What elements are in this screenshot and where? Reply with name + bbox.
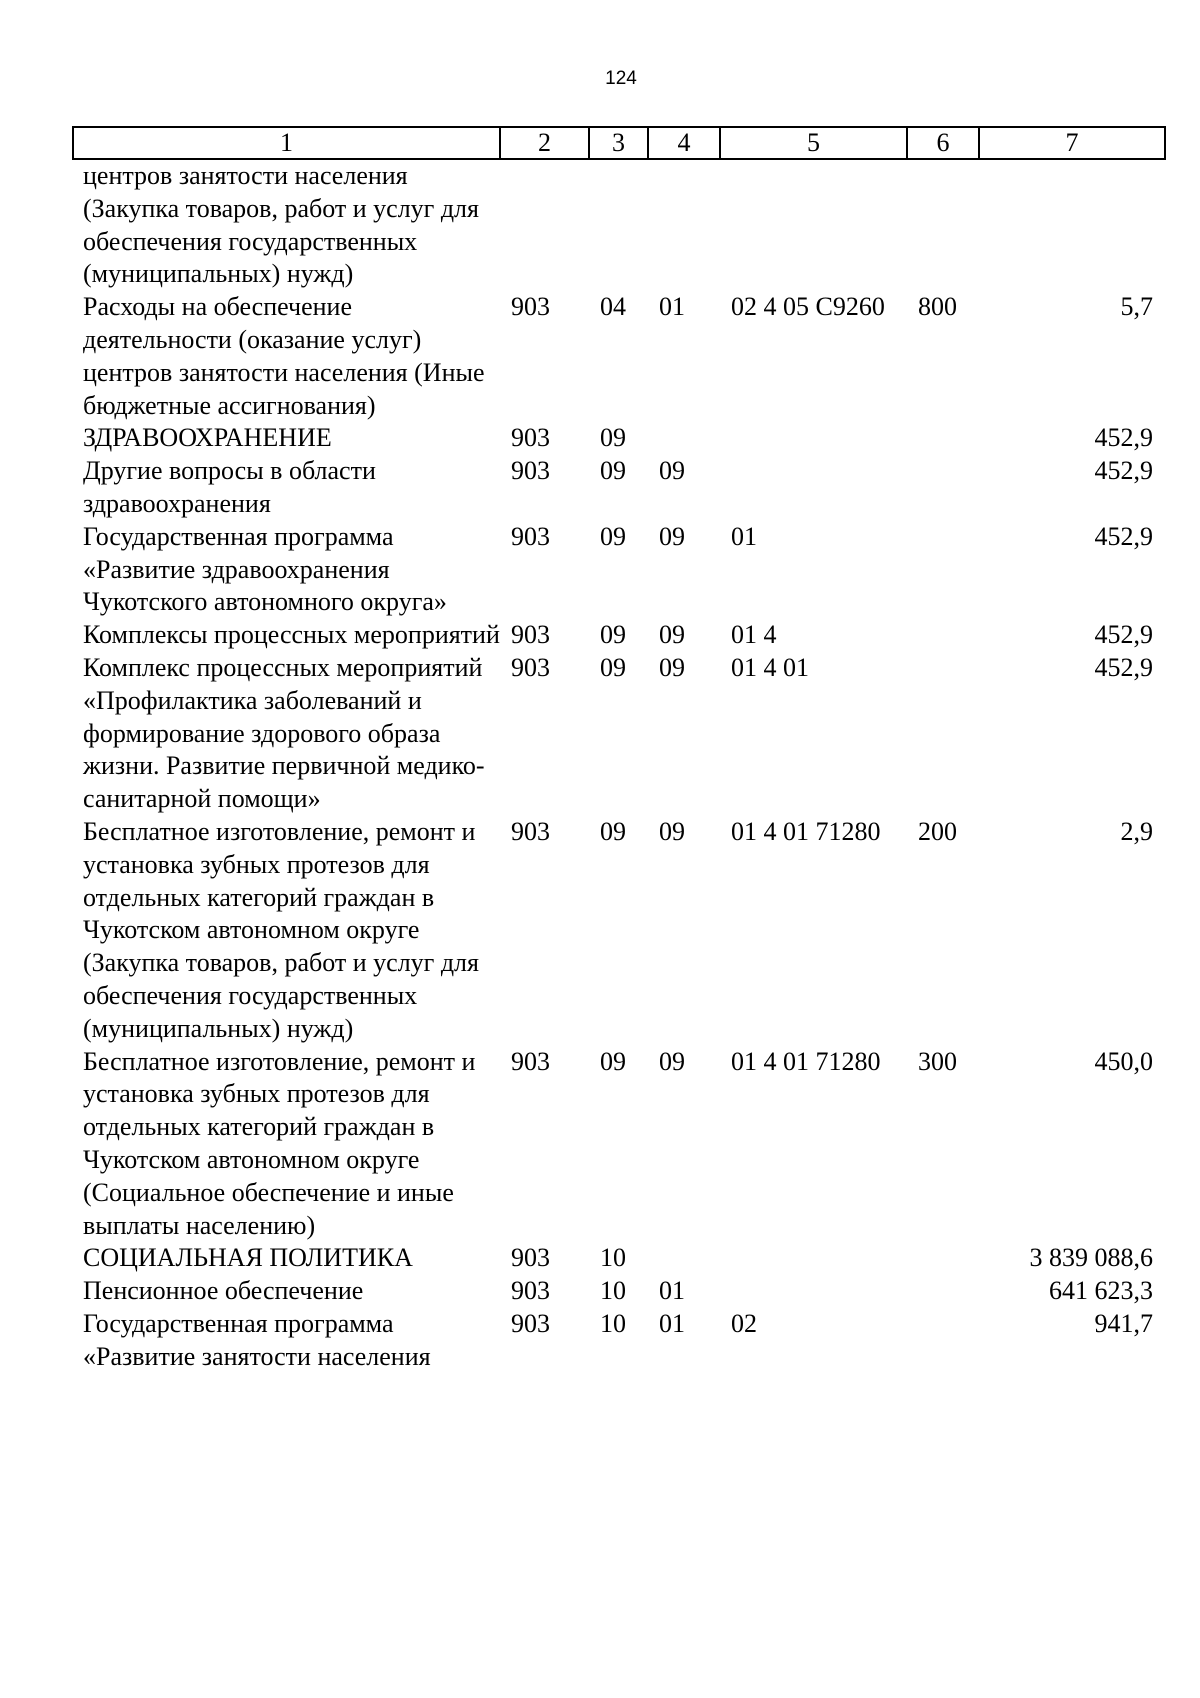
subsection-code [648, 422, 720, 455]
section-code: 09 [600, 1046, 626, 1076]
amount: 5,7 [1120, 292, 1153, 322]
subsection-code: 01 [659, 292, 685, 322]
subsection-code [648, 1242, 720, 1275]
header-cell: 3 [589, 127, 648, 159]
table-row [73, 652, 1165, 816]
expense-type-code: 300 [918, 1046, 957, 1076]
amount: 3 839 088,6 [1029, 1243, 1153, 1273]
expense-type-code [907, 159, 979, 291]
item-name: центров занятости населения (Закупка товаров, работ и услуг для обеспечения государственных (муниципальных) нужд) [83, 161, 479, 289]
amount: 452,9 [1094, 652, 1153, 682]
section-code: 09 [600, 521, 626, 551]
header-cell: 4 [648, 127, 720, 159]
ministry-code: 903 [511, 456, 550, 486]
expense-type-code [907, 455, 979, 521]
table-row [73, 422, 1165, 455]
ministry-code: 903 [511, 816, 550, 846]
amount: 452,9 [1094, 456, 1153, 486]
table-row [73, 1046, 1165, 1243]
budget-table [72, 126, 1166, 1373]
page-number: 124 [605, 68, 637, 89]
item-name: Расходы на обеспечение деятельности (оказание услуг) центров занятости населения (Иные бюджетные ассигнования) [83, 292, 485, 420]
subsection-code: 09 [659, 456, 685, 486]
amount: 452,9 [1094, 423, 1153, 453]
amount [979, 159, 1165, 291]
header-cell: 6 [907, 127, 979, 159]
section-code: 10 [600, 1276, 626, 1306]
item-name: Государственная программа «Развитие здравоохранения Чукотского автономного округа» [83, 521, 447, 617]
target-article-code: 01 4 [731, 620, 777, 650]
ministry-code: 903 [511, 292, 550, 322]
expense-type-code [907, 1308, 979, 1374]
ministry-code: 903 [511, 652, 550, 682]
ministry-code: 903 [511, 1276, 550, 1306]
item-name: Комплексы процессных мероприятий [83, 620, 500, 650]
target-article-code [720, 159, 907, 291]
amount: 941,7 [1094, 1308, 1153, 1338]
header-cell: 7 [979, 127, 1165, 159]
item-name: Государственная программа «Развитие занятости населения [83, 1308, 431, 1371]
table-row [73, 1242, 1165, 1275]
amount: 450,0 [1094, 1046, 1153, 1076]
section-code: 09 [600, 423, 626, 453]
section-code: 09 [600, 816, 626, 846]
header-cell: 5 [720, 127, 907, 159]
section-code: 10 [600, 1243, 626, 1273]
target-article-code [720, 1242, 907, 1275]
target-article-code: 01 4 01 71280 [731, 816, 881, 846]
expense-type-code [907, 619, 979, 652]
item-name: Пенсионное обеспечение [83, 1276, 364, 1306]
table-row [73, 1308, 1165, 1374]
table-row [73, 619, 1165, 652]
subsection-code: 09 [659, 620, 685, 650]
table-row [73, 159, 1165, 291]
table-row [73, 816, 1165, 1046]
ministry-code: 903 [511, 1243, 550, 1273]
amount: 452,9 [1094, 620, 1153, 650]
target-article-code: 01 4 01 [731, 652, 809, 682]
expense-type-code [907, 422, 979, 455]
expense-type-code: 200 [918, 816, 957, 846]
subsection-code: 01 [659, 1308, 685, 1338]
item-name: Бесплатное изготовление, ремонт и установка зубных протезов для отдельных категорий граждан в Чукотском автономном округе (Закупка товаров, работ и услуг для обеспечения государственных (муниципальных) нужд) [83, 816, 479, 1043]
subsection-code: 09 [659, 1046, 685, 1076]
target-article-code [720, 1275, 907, 1308]
section-code: 10 [600, 1308, 626, 1338]
target-article-code: 02 [731, 1308, 757, 1338]
header-cell: 2 [500, 127, 589, 159]
subsection-code: 09 [659, 816, 685, 846]
ministry-code: 903 [511, 1308, 550, 1338]
expense-type-code [907, 1242, 979, 1275]
section-code: 09 [600, 620, 626, 650]
amount: 641 623,3 [1049, 1276, 1153, 1306]
table-row [73, 521, 1165, 619]
expense-type-code: 800 [918, 292, 957, 322]
section-code: 04 [600, 292, 626, 322]
table-row [73, 1275, 1165, 1308]
ministry-code: 903 [511, 620, 550, 650]
item-name: Комплекс процессных мероприятий «Профилактика заболеваний и формирование здорового образа жизни. Развитие первичной медико-санитарной помощи» [83, 652, 485, 814]
target-article-code [720, 422, 907, 455]
item-name: СОЦИАЛЬНАЯ ПОЛИТИКА [83, 1243, 413, 1273]
amount: 452,9 [1094, 521, 1153, 551]
target-article-code [720, 455, 907, 521]
target-article-code: 01 [731, 521, 757, 551]
expense-type-code [907, 1275, 979, 1308]
expense-type-code [907, 652, 979, 816]
subsection-code: 09 [659, 521, 685, 551]
table-row [73, 455, 1165, 521]
subsection-code: 01 [659, 1276, 685, 1306]
section-code: 09 [600, 456, 626, 486]
amount: 2,9 [1120, 816, 1153, 846]
target-article-code: 02 4 05 С9260 [731, 292, 885, 322]
subsection-code: 09 [659, 652, 685, 682]
ministry-code: 903 [511, 423, 550, 453]
ministry-code: 903 [511, 1046, 550, 1076]
header-row [73, 127, 1165, 159]
ministry-code [500, 159, 589, 291]
item-name: ЗДРАВООХРАНЕНИЕ [83, 423, 332, 453]
table-row [73, 291, 1165, 422]
item-name: Другие вопросы в области здравоохранения [83, 456, 376, 518]
ministry-code: 903 [511, 521, 550, 551]
subsection-code [648, 159, 720, 291]
target-article-code: 01 4 01 71280 [731, 1046, 881, 1076]
item-name: Бесплатное изготовление, ремонт и установка зубных протезов для отдельных категорий граждан в Чукотском автономном округе (Социальное обеспечение и иные выплаты населению) [83, 1046, 476, 1240]
header-cell: 1 [73, 127, 500, 159]
expense-type-code [907, 521, 979, 619]
section-code [589, 159, 648, 291]
section-code: 09 [600, 652, 626, 682]
